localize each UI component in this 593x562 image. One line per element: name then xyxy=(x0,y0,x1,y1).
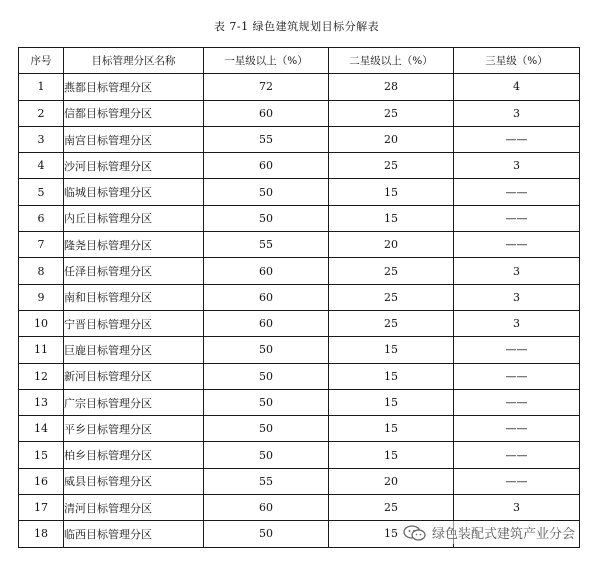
three-star-value: —— xyxy=(454,363,580,389)
table-row xyxy=(19,337,580,363)
two-star-value: 15 xyxy=(329,389,454,415)
table-row xyxy=(19,126,580,152)
row-index: 14 xyxy=(19,416,64,442)
row-index: 1 xyxy=(19,74,64,100)
three-star-value: 3 xyxy=(454,153,580,179)
one-star-value: 50 xyxy=(204,205,329,231)
zone-name: 平乡目标管理分区 xyxy=(64,416,204,442)
table-header-row xyxy=(19,48,580,74)
one-star-value: 60 xyxy=(204,495,329,521)
three-star-value: —— xyxy=(454,126,580,152)
header-index: 序号 xyxy=(19,48,64,74)
one-star-value: 50 xyxy=(204,521,329,547)
zone-name: 任泽目标管理分区 xyxy=(64,258,204,284)
one-star-value: 50 xyxy=(204,442,329,468)
one-star-value: 50 xyxy=(204,179,329,205)
three-star-value: 3 xyxy=(454,258,580,284)
table-row xyxy=(19,389,580,415)
zone-name: 柏乡目标管理分区 xyxy=(64,442,204,468)
row-index: 2 xyxy=(19,100,64,126)
zone-name: 威县目标管理分区 xyxy=(64,468,204,494)
zone-name: 南宫目标管理分区 xyxy=(64,126,204,152)
table-row xyxy=(19,495,580,521)
table-row xyxy=(19,416,580,442)
three-star-value: 3 xyxy=(454,284,580,310)
three-star-value: —— xyxy=(454,416,580,442)
watermark-text: 绿色装配式建筑产业分会 xyxy=(431,527,575,542)
row-index: 5 xyxy=(19,179,64,205)
one-star-value: 50 xyxy=(204,416,329,442)
two-star-value: 25 xyxy=(329,284,454,310)
one-star-value: 60 xyxy=(204,284,329,310)
two-star-value: 15 xyxy=(329,337,454,363)
zone-name: 清河目标管理分区 xyxy=(64,495,204,521)
zone-name: 燕都目标管理分区 xyxy=(64,74,204,100)
table-row xyxy=(19,232,580,258)
row-index: 6 xyxy=(19,205,64,231)
zone-name: 广宗目标管理分区 xyxy=(64,389,204,415)
two-star-value: 15 xyxy=(329,442,454,468)
row-index: 7 xyxy=(19,232,64,258)
three-star-value: —— xyxy=(454,389,580,415)
zone-name: 沙河目标管理分区 xyxy=(64,153,204,179)
row-index: 11 xyxy=(19,337,64,363)
table-row xyxy=(19,179,580,205)
header-two-star: 二星级以上（%） xyxy=(329,48,454,74)
table-row xyxy=(19,100,580,126)
three-star-value: —— xyxy=(454,337,580,363)
table-row xyxy=(19,74,580,100)
one-star-value: 55 xyxy=(204,468,329,494)
zone-name: 临西目标管理分区 xyxy=(64,521,204,547)
one-star-value: 72 xyxy=(204,74,329,100)
two-star-value: 25 xyxy=(329,495,454,521)
zone-name: 信都目标管理分区 xyxy=(64,100,204,126)
three-star-value: 3 xyxy=(454,310,580,336)
two-star-value: 25 xyxy=(329,258,454,284)
table-row xyxy=(19,442,580,468)
table-title: 表 7-1 绿色建筑规划目标分解表 xyxy=(213,20,380,33)
row-index: 8 xyxy=(19,258,64,284)
row-index: 12 xyxy=(19,363,64,389)
one-star-value: 50 xyxy=(204,337,329,363)
zone-name: 临城目标管理分区 xyxy=(64,179,204,205)
row-index: 18 xyxy=(19,521,64,547)
row-index: 9 xyxy=(19,284,64,310)
row-index: 3 xyxy=(19,126,64,152)
two-star-value: 15 xyxy=(329,416,454,442)
row-index: 17 xyxy=(19,495,64,521)
two-star-value: 20 xyxy=(329,126,454,152)
table-row xyxy=(19,258,580,284)
two-star-value: 15 xyxy=(329,179,454,205)
table-row xyxy=(19,468,580,494)
row-index: 4 xyxy=(19,153,64,179)
row-index: 16 xyxy=(19,468,64,494)
one-star-value: 55 xyxy=(204,126,329,152)
goal-breakdown-table xyxy=(18,47,580,548)
three-star-value: 3 xyxy=(454,100,580,126)
one-star-value: 60 xyxy=(204,100,329,126)
two-star-value: 25 xyxy=(329,153,454,179)
row-index: 13 xyxy=(19,389,64,415)
row-index: 10 xyxy=(19,310,64,336)
zone-name: 宁晋目标管理分区 xyxy=(64,310,204,336)
one-star-value: 60 xyxy=(204,310,329,336)
table-row xyxy=(19,363,580,389)
one-star-value: 50 xyxy=(204,389,329,415)
three-star-value: —— xyxy=(454,232,580,258)
two-star-value: 20 xyxy=(329,232,454,258)
header-zone-name: 目标管理分区名称 xyxy=(64,48,204,74)
three-star-value: 3 xyxy=(454,495,580,521)
zone-name: 南和目标管理分区 xyxy=(64,284,204,310)
three-star-value: —— xyxy=(454,442,580,468)
two-star-value: 15 xyxy=(329,205,454,231)
row-index: 15 xyxy=(19,442,64,468)
two-star-value: 20 xyxy=(329,468,454,494)
zone-name: 新河目标管理分区 xyxy=(64,363,204,389)
watermark xyxy=(399,521,579,544)
table-row xyxy=(19,153,580,179)
table-row xyxy=(19,284,580,310)
three-star-value: —— xyxy=(454,468,580,494)
three-star-value: 4 xyxy=(454,74,580,100)
table-body xyxy=(19,74,580,547)
two-star-value: 25 xyxy=(329,310,454,336)
table-row xyxy=(19,310,580,336)
three-star-value: —— xyxy=(454,179,580,205)
zone-name: 巨鹿目标管理分区 xyxy=(64,337,204,363)
one-star-value: 60 xyxy=(204,153,329,179)
one-star-value: 55 xyxy=(204,232,329,258)
header-one-star: 一星级以上（%） xyxy=(204,48,329,74)
two-star-value: 15 xyxy=(329,363,454,389)
one-star-value: 60 xyxy=(204,258,329,284)
three-star-value: —— xyxy=(454,205,580,231)
zone-name: 隆尧目标管理分区 xyxy=(64,232,204,258)
two-star-value: 25 xyxy=(329,100,454,126)
two-star-value: 28 xyxy=(329,74,454,100)
one-star-value: 50 xyxy=(204,363,329,389)
header-three-star: 三星级（%） xyxy=(454,48,580,74)
table-row xyxy=(19,205,580,231)
wechat-icon xyxy=(403,525,427,541)
zone-name: 内丘目标管理分区 xyxy=(64,205,204,231)
two-star-value: 15 xyxy=(329,521,454,547)
